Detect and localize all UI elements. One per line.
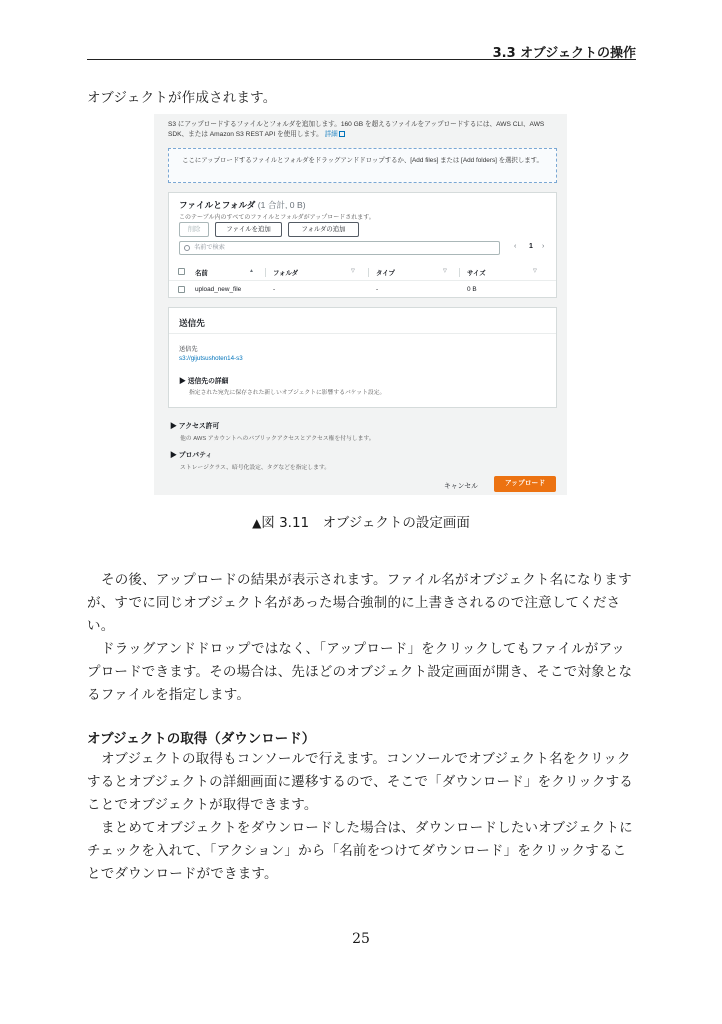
intro-line: オブジェクトが作成されます。 xyxy=(87,90,277,106)
drop-zone-text: ここにアップロードするファイルとフォルダをドラッグアンドドロップするか、[Add files] または [Add folders] を選択します。 xyxy=(182,157,543,164)
column-folder[interactable]: フォルダ xyxy=(273,270,298,277)
properties-toggle[interactable] xyxy=(170,449,212,459)
sort-asc-icon[interactable]: ▲ xyxy=(249,268,254,274)
column-divider xyxy=(459,268,460,277)
table-row xyxy=(169,283,556,297)
paragraph: オブジェクトの取得もコンソールで行えます。コンソールでオブジェクト名をクリックするとオブジェクトの詳細画面に遷移するので、そこで「ダウンロード」をクリックすることでオブジェクトが取得できます。 xyxy=(87,751,633,813)
file-folder: - xyxy=(273,286,276,293)
row-checkbox[interactable] xyxy=(178,286,185,293)
paragraph: その後、アップロードの結果が表示されます。ファイル名がオブジェクト名になりますが、すでに同じオブジェクト名があった場合強制的に上書きされるので注意してください。 xyxy=(87,572,632,634)
destination-details-toggle[interactable] xyxy=(179,375,228,385)
destination-label: 送信先 xyxy=(179,346,198,353)
details-link[interactable]: 詳細 xyxy=(324,131,338,138)
prev-page-icon[interactable]: ‹ xyxy=(514,243,517,250)
column-type[interactable]: タイプ xyxy=(376,270,395,277)
search-icon xyxy=(184,245,190,251)
paragraph: ドラッグアンドドロップではなく、「アップロード」をクリックしてもファイルがアップロードできます。その場合は、先ほどのオブジェクト設定画面が開き、そこで対象となるファイルを指定します。 xyxy=(87,641,633,703)
upload-intro xyxy=(168,120,560,140)
destination-panel xyxy=(168,307,557,408)
files-and-folders-panel xyxy=(168,192,557,298)
file-name: upload_new_file xyxy=(195,286,242,293)
cancel-button[interactable]: キャンセル xyxy=(444,483,478,490)
properties-title: プロパティ xyxy=(178,452,213,459)
page-number-footer: 25 xyxy=(352,931,370,947)
console-screenshot xyxy=(154,114,567,495)
drop-zone[interactable] xyxy=(168,148,557,183)
sort-icon[interactable]: ▽ xyxy=(443,268,447,274)
properties-desc: ストレージクラス、暗号化設定、タグなどを指定します。 xyxy=(180,465,331,471)
figure-caption xyxy=(0,511,722,531)
permissions-title: アクセス許可 xyxy=(178,423,220,430)
next-page-icon[interactable]: › xyxy=(542,243,545,250)
files-title-text: ファイルとフォルダ xyxy=(179,200,256,210)
files-panel-title xyxy=(179,199,306,211)
page-number[interactable]: 1 xyxy=(529,243,533,250)
caption-marker: ▲ xyxy=(252,516,262,530)
add-folder-button[interactable]: フォルダの追加 xyxy=(288,222,359,237)
search-input[interactable] xyxy=(179,241,500,255)
file-size: 0 B xyxy=(467,286,477,293)
files-panel-description: このテーブル内のすべてのファイルとフォルダがアップロードされます。 xyxy=(179,215,375,221)
running-title: 3.3 オブジェクトの操作 xyxy=(492,46,636,61)
expand-icon: ▶ xyxy=(170,423,177,430)
select-all-checkbox[interactable] xyxy=(178,268,185,275)
column-divider xyxy=(368,268,369,277)
column-size[interactable]: サイズ xyxy=(467,270,486,277)
section-heading: オブジェクトの取得（ダウンロード） xyxy=(87,731,316,747)
files-count: (1 合計, 0 B) xyxy=(257,200,306,210)
permissions-toggle[interactable] xyxy=(170,420,219,430)
search-placeholder: 名前で検索 xyxy=(194,244,225,251)
destination-details-desc: 指定された宛先に保存された新しいオブジェクトに影響するバケット設定。 xyxy=(189,390,386,396)
remove-button[interactable]: 削除 xyxy=(179,222,209,237)
sort-icon[interactable]: ▽ xyxy=(533,268,537,274)
paragraph: まとめてオブジェクトをダウンロードした場合は、ダウンロードしたいオブジェクトにチェックを入れて、「アクション」から「名前をつけてダウンロード」をクリックすることでダウンロードができます。 xyxy=(87,820,633,882)
permissions-desc: 他の AWS アカウントへのパブリックアクセスとアクセス権を付与します。 xyxy=(180,436,375,442)
file-type: - xyxy=(376,286,379,293)
sort-icon[interactable]: ▽ xyxy=(351,268,355,274)
destination-bucket-link[interactable]: s3://gijutsushoten14-s3 xyxy=(179,355,243,362)
table-header xyxy=(169,265,556,281)
external-link-icon xyxy=(339,131,345,137)
destination-details-title: 送信先の詳細 xyxy=(187,378,229,385)
upload-intro-text: S3 にアップロードするファイルとフォルダを追加します。160 GB を超えるファイルをアップロードするには、AWS CLI、AWS SDK、または Amazon S3 REST API を使用します。 xyxy=(168,121,545,138)
destination-title: 送信先 xyxy=(179,318,205,328)
expand-icon: ▶ xyxy=(170,452,177,459)
upload-button[interactable]: アップロード xyxy=(494,476,556,492)
add-files-button[interactable]: ファイルを追加 xyxy=(215,222,282,237)
expand-icon: ▶ xyxy=(179,378,186,385)
column-divider xyxy=(265,268,266,277)
caption-text: 図 3.11 オブジェクトの設定画面 xyxy=(261,515,470,531)
running-header xyxy=(87,40,636,60)
destination-header xyxy=(169,308,556,334)
column-name[interactable]: 名前 xyxy=(195,270,208,277)
